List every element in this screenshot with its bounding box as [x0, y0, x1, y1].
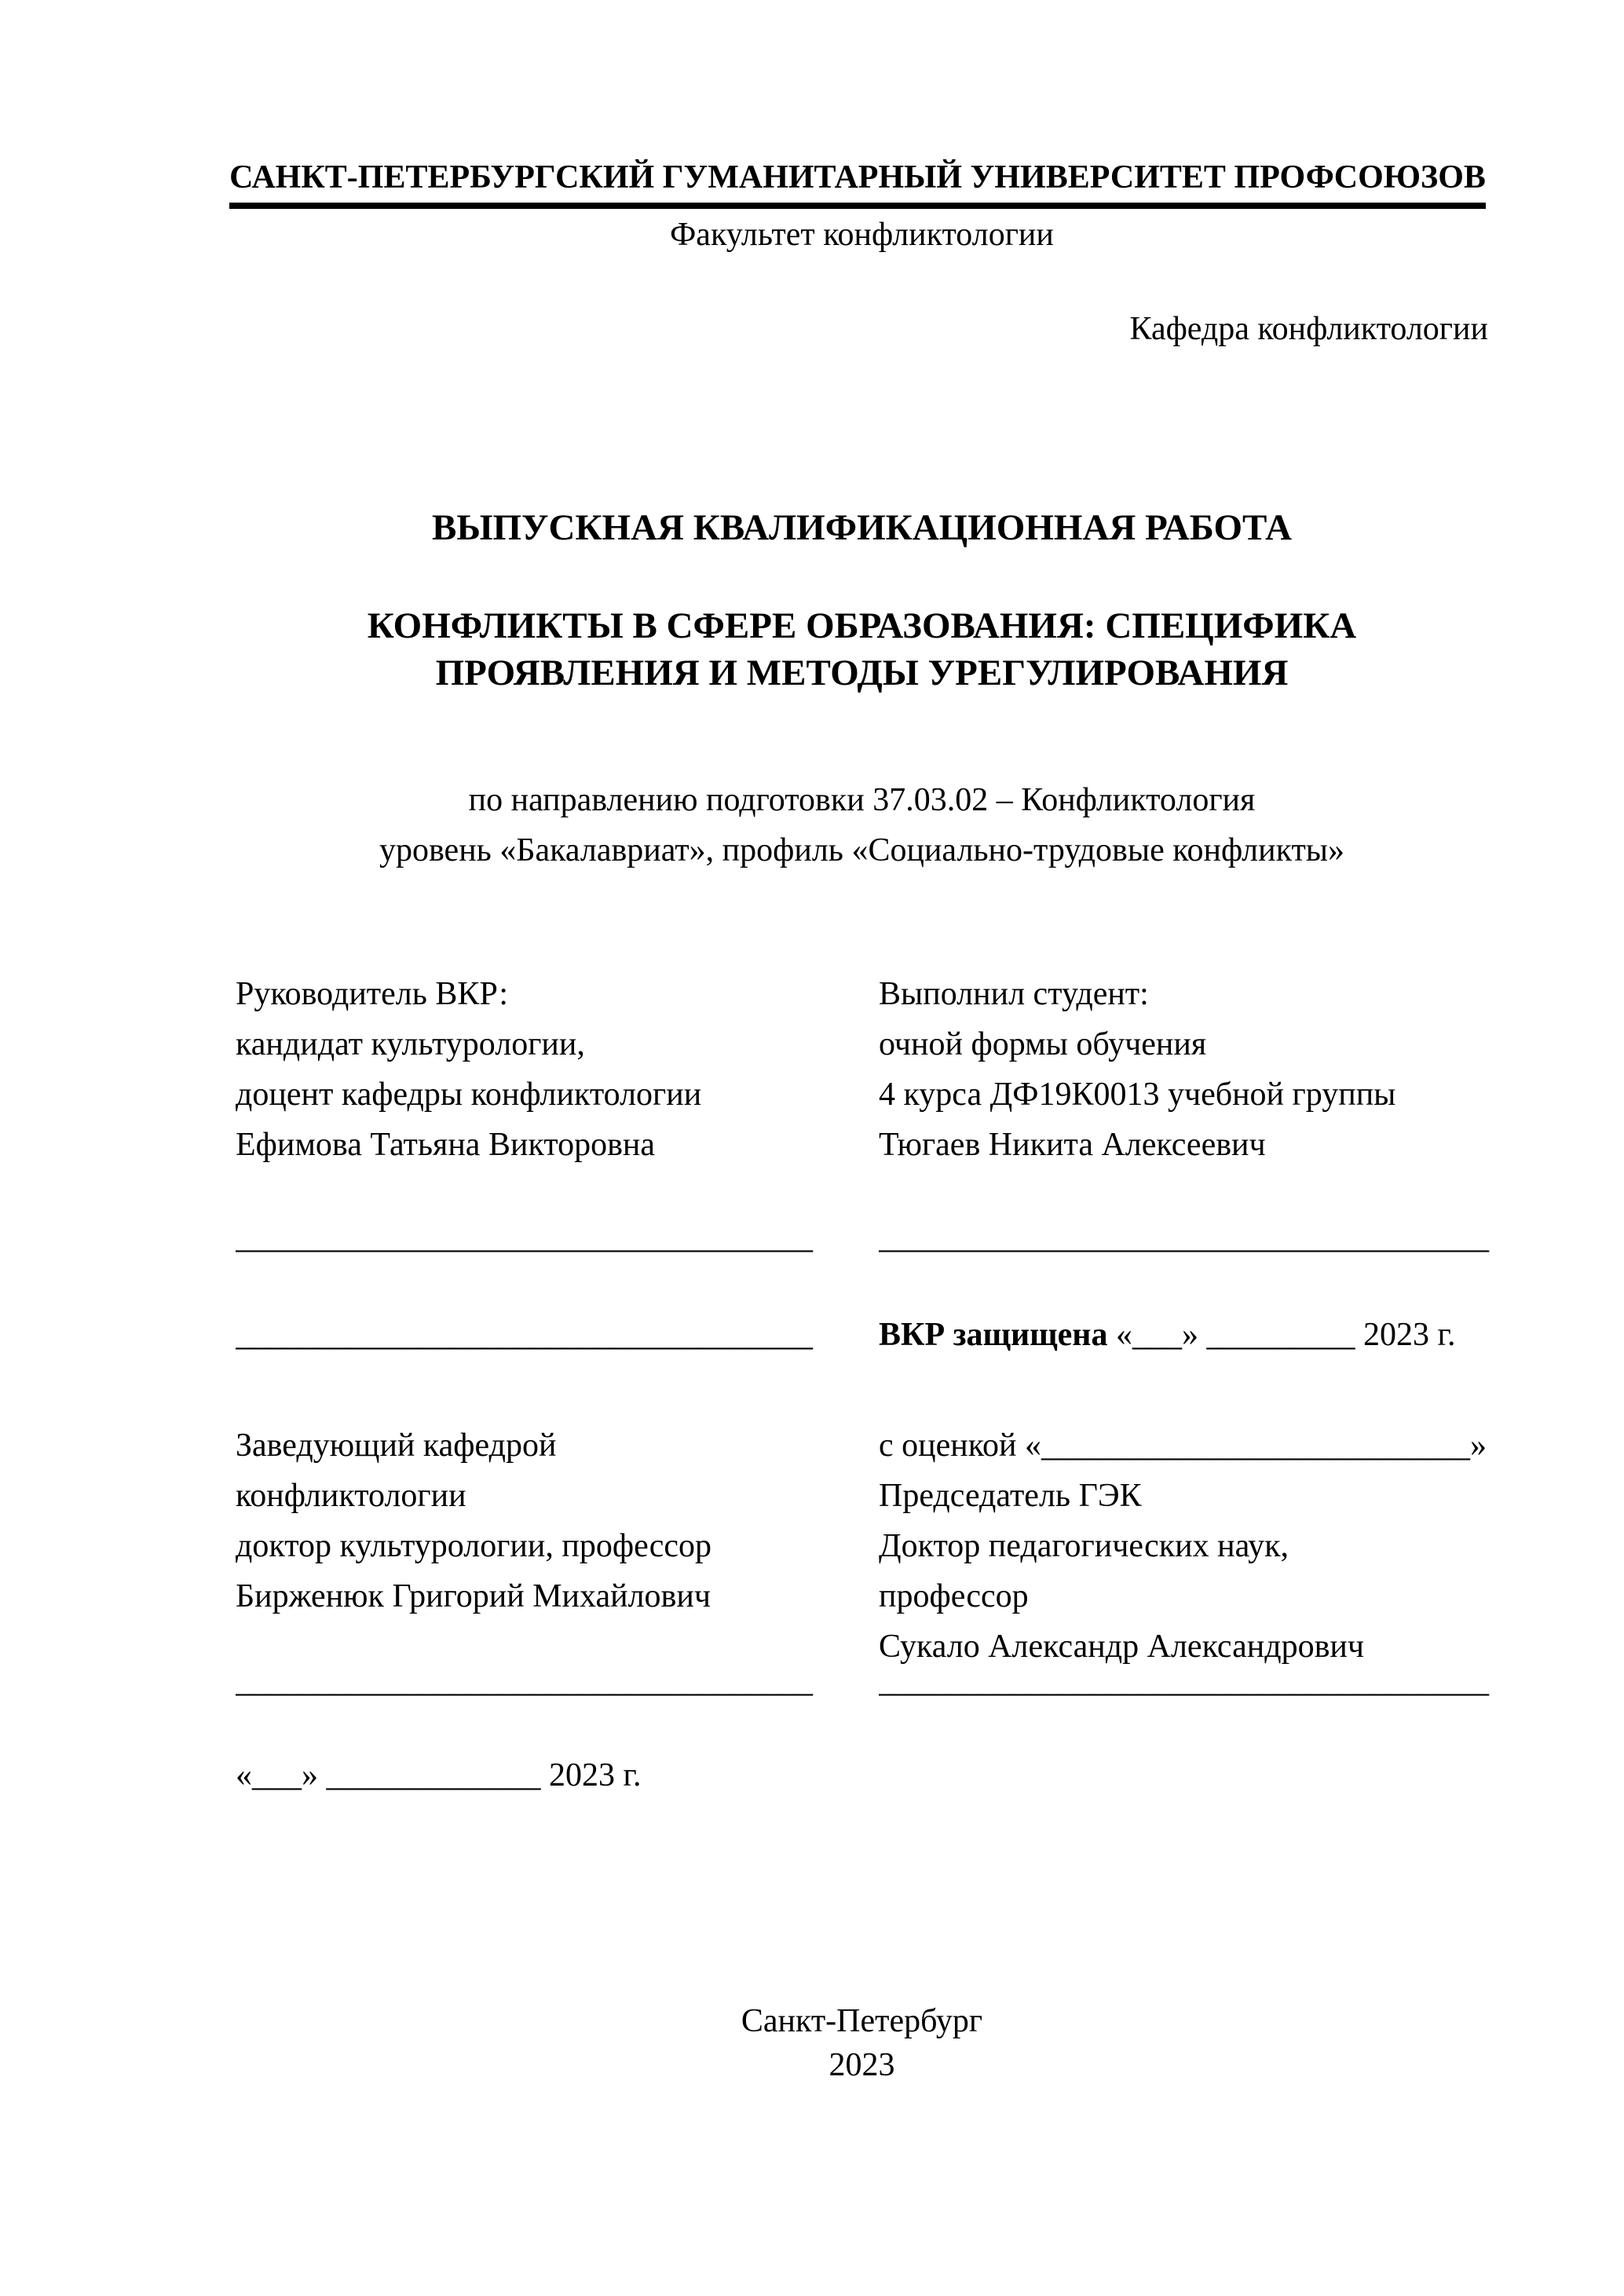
thesis-title-line-2: ПРОЯВЛЕНИЯ И МЕТОДЫ УРЕГУЛИРОВАНИЯ	[435, 653, 1289, 693]
supervisor-position: доцент кафедры конфликтологии	[236, 1077, 702, 1113]
head-signature-line: ___________________________________	[236, 1663, 813, 1699]
supervisor-degree: кандидат культурологии,	[236, 1026, 585, 1062]
grade-line: с оценкой «__________________________»	[879, 1428, 1487, 1464]
university-name: САНКТ-ПЕТЕРБУРГСКИЙ ГУМАНИТАРНЫЙ УНИВЕРСИТЕТ ПРОФСОЮЗОВ	[229, 159, 1486, 196]
thesis-title-line-1: КОНФЛИКТЫ В СФЕРЕ ОБРАЗОВАНИЯ: СПЕЦИФИКА	[367, 605, 1357, 646]
footer-block	[236, 1999, 1488, 2087]
student-group: 4 курса ДФ19К0013 учебной группы	[879, 1077, 1396, 1113]
student-signature-line: _____________________________________	[879, 1219, 1489, 1256]
defense-label: ВКР защищена	[879, 1317, 1108, 1353]
footer-year: 2023	[828, 2047, 895, 2083]
defense-date-blank: «___» _________ 2023 г.	[1107, 1317, 1456, 1353]
university-header	[229, 157, 1486, 209]
head-position-line-2: конфликтологии	[236, 1478, 466, 1514]
student-study-form: очной формы обучения	[879, 1026, 1207, 1062]
program-level-line: уровень «Бакалавриат», профиль «Социально-трудовые конфликты»	[379, 832, 1345, 868]
program-info	[236, 775, 1488, 876]
supervisor-block	[236, 969, 832, 1170]
chairman-name: Сукало Александр Александрович	[879, 1629, 1365, 1665]
chairman-position: профессор	[879, 1578, 1029, 1614]
program-direction-line: по направлению подготовки 37.03.02 – Конфликтология	[468, 782, 1256, 818]
work-type-title: ВЫПУСКНАЯ КВАЛИФИКАЦИОННАЯ РАБОТА	[431, 507, 1293, 548]
student-name: Тюгаев Никита Алексеевич	[879, 1127, 1266, 1163]
student-block	[879, 969, 1507, 1170]
chairman-signature-line: _____________________________________	[879, 1663, 1489, 1699]
head-position-line-1: Заведующий кафедрой	[236, 1428, 557, 1464]
thesis-title	[236, 602, 1488, 696]
faculty-line: Факультет конфликтологии	[670, 217, 1054, 253]
student-label: Выполнил студент:	[879, 976, 1149, 1012]
footer-city: Санкт-Петербург	[741, 2003, 983, 2039]
department-line: Кафедра конфликтологии	[1129, 311, 1488, 347]
supervisor-name: Ефимова Татьяна Викторовна	[236, 1127, 656, 1163]
chairman-block	[879, 1420, 1507, 1672]
supervisor-label: Руководитель ВКР:	[236, 976, 509, 1012]
head-name: Бирженюк Григорий Михайлович	[236, 1578, 711, 1614]
head-degree: доктор культурологии, профессор	[236, 1528, 712, 1564]
supervisor-signature-line-2: ___________________________________	[236, 1317, 813, 1353]
chairman-label: Председатель ГЭК	[879, 1478, 1142, 1514]
head-of-department-block	[236, 1420, 832, 1621]
head-date-line: «___» _____________ 2023 г.	[236, 1757, 642, 1793]
supervisor-signature-line: ___________________________________	[236, 1219, 813, 1256]
defense-date-line	[879, 1310, 1507, 1360]
chairman-degree: Доктор педагогических наук,	[879, 1528, 1289, 1564]
